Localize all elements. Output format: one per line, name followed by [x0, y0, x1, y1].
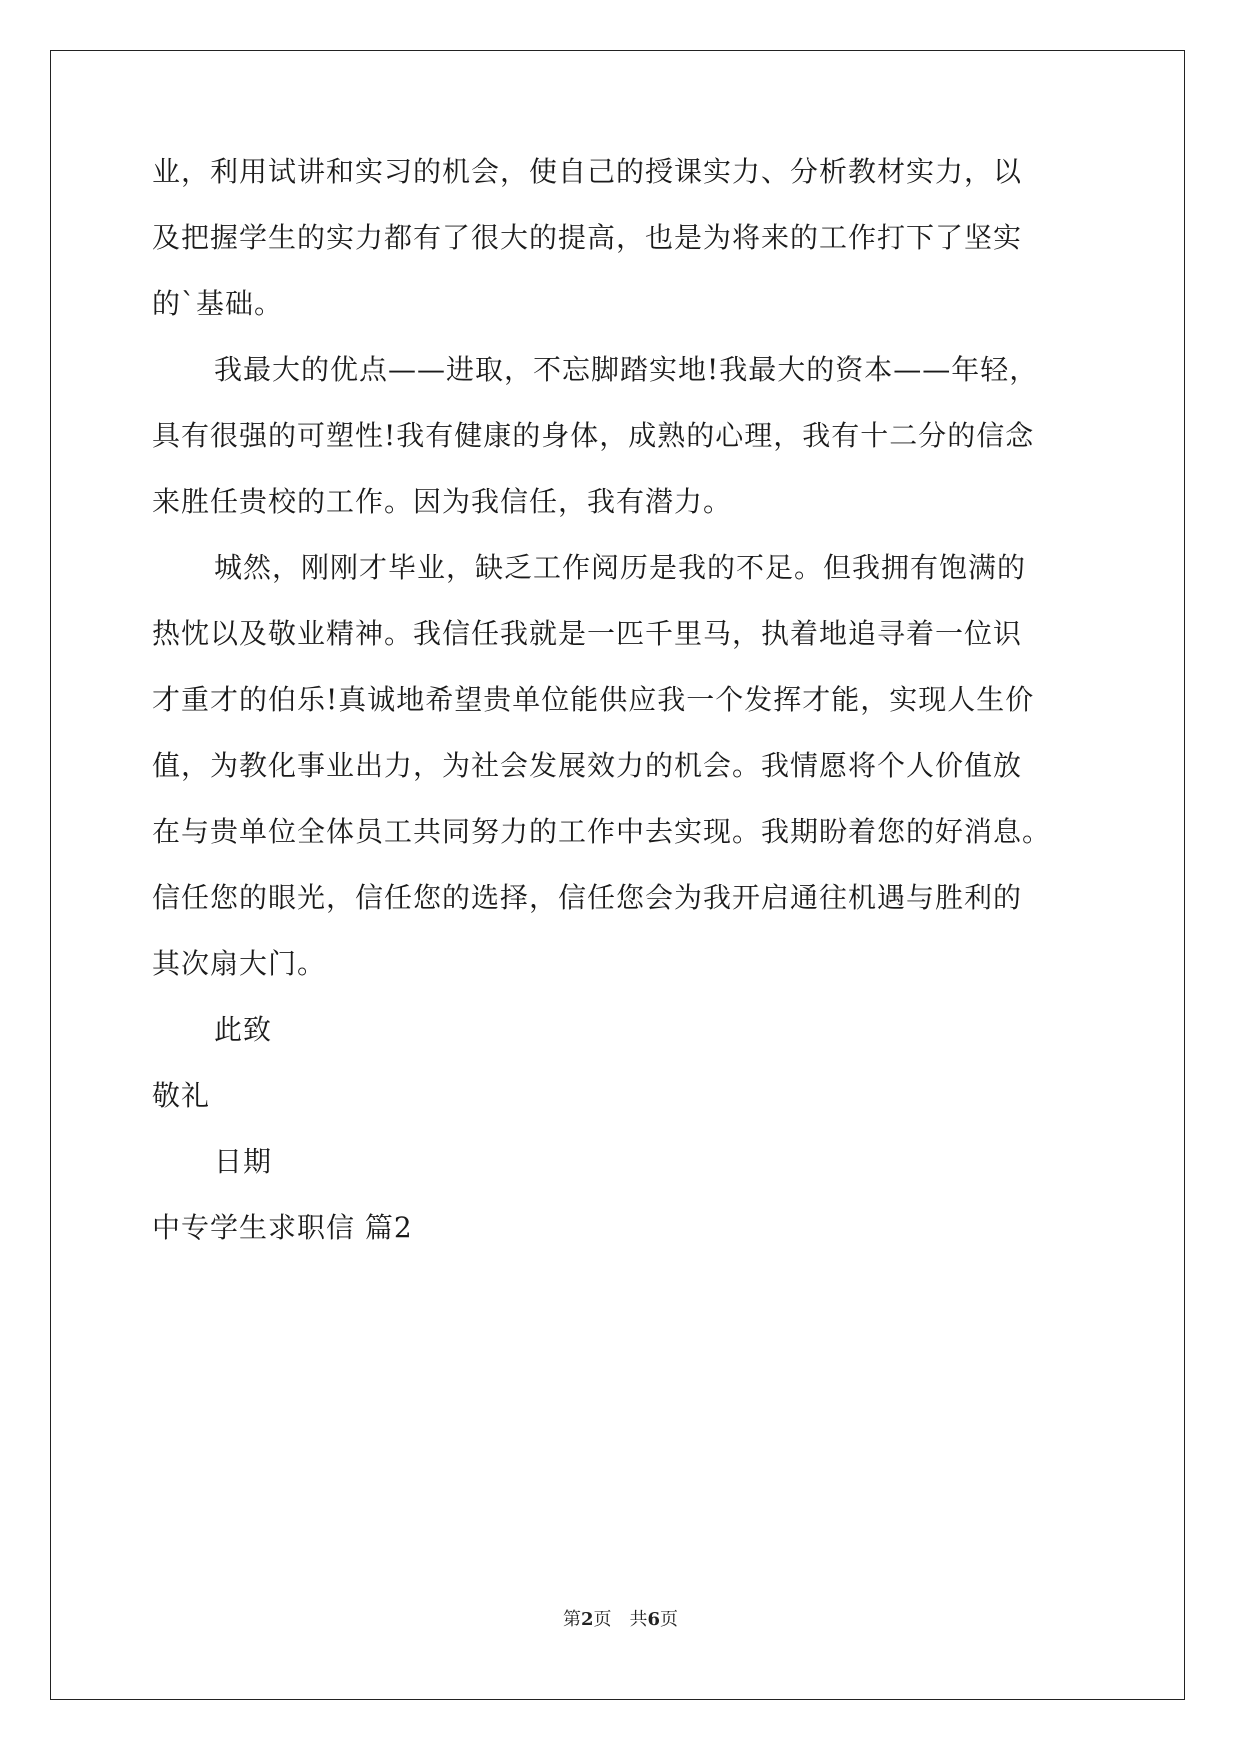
paragraph-2-line-3: 来胜任贵校的工作。因为我信任，我有潜力。 [152, 485, 733, 518]
paragraph-3-line-2: 热忱以及敬业精神。我信任我就是一匹千里马，执着地追寻着一位识 [152, 617, 1023, 650]
page-prefix: 第 [562, 1609, 581, 1630]
closing-regards: 敬礼 [152, 1079, 211, 1112]
paragraph-1-line-1: 业，利用试讲和实习的机会，使自己的授课实力、分析教材实力，以 [152, 155, 1023, 188]
total-suffix: 页 [660, 1609, 679, 1630]
total-page-number: 6 [647, 1609, 661, 1630]
paragraph-3-line-3: 才重才的伯乐!真诚地希望贵单位能供应我一个发挥才能，实现人生价 [152, 683, 1035, 716]
paragraph-3-line-4: 值，为教化事业出力，为社会发展效力的机会。我情愿将个人价值放 [152, 749, 1023, 782]
closing-salutation: 此致 [214, 1013, 273, 1046]
section-heading: 中专学生求职信 篇2 [152, 1211, 413, 1244]
paragraph-3-line-5: 在与贵单位全体员工共同努力的工作中去实现。我期盼着您的好消息。 [152, 815, 1052, 848]
page-suffix: 页 [593, 1609, 612, 1630]
paragraph-3-line-7: 其次扇大门。 [152, 947, 327, 980]
paragraph-2-line-1: 我最大的优点——进取，不忘脚踏实地!我最大的资本——年轻， [214, 353, 1039, 386]
paragraph-2-line-2: 具有很强的可塑性!我有健康的身体，成熟的心理，我有十二分的信念 [152, 419, 1035, 452]
current-page-number: 2 [580, 1609, 594, 1630]
total-prefix: 共 [629, 1609, 648, 1630]
page-footer [0, 1608, 1241, 1632]
paragraph-3-line-1: 城然，刚刚才毕业，缺乏工作阅历是我的不足。但我拥有饱满的 [214, 551, 1027, 584]
paragraph-1-line-2: 及把握学生的实力都有了很大的提高，也是为将来的工作打下了坚实 [152, 221, 1023, 254]
paragraph-3-line-6: 信任您的眼光，信任您的选择，信任您会为我开启通往机遇与胜利的 [152, 881, 1023, 914]
closing-date: 日期 [214, 1145, 273, 1178]
paragraph-1-line-3: 的`基础。 [152, 287, 284, 320]
